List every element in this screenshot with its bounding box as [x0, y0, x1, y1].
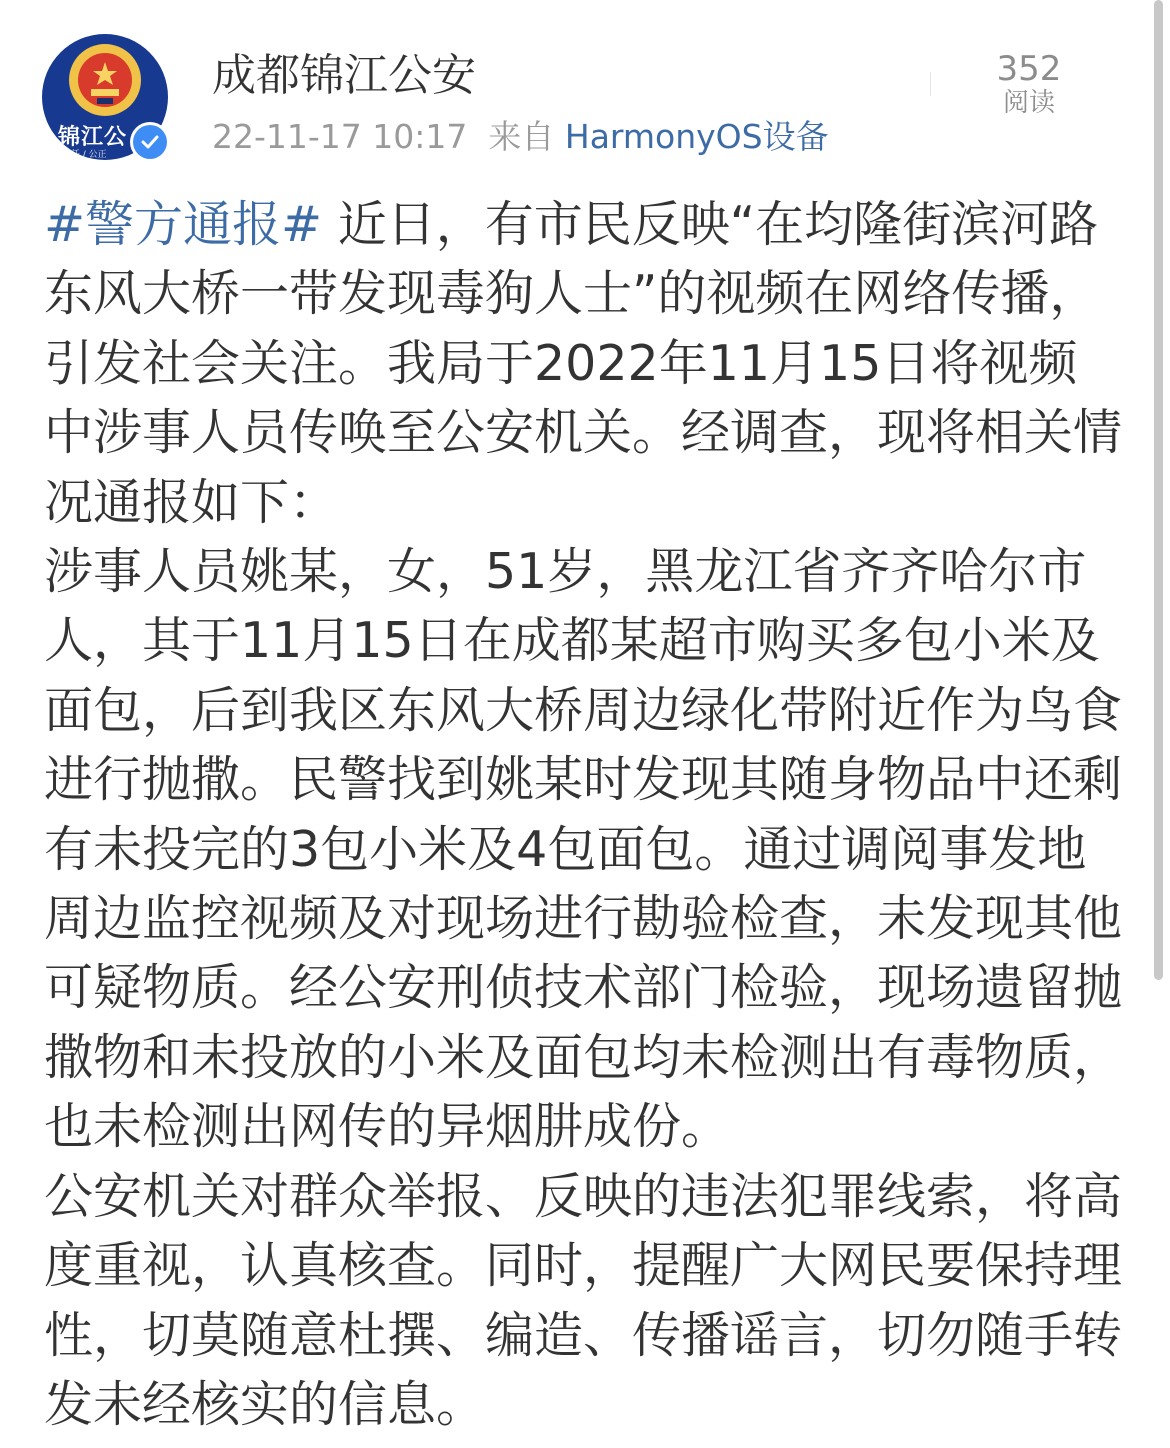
account-name[interactable]: 成都锦江公安	[212, 50, 476, 101]
avatar-caption: 锦江公	[58, 125, 128, 150]
view-count-label: 阅读	[1002, 88, 1055, 118]
post-body	[44, 190, 1124, 1439]
post-paragraph: 公安机关对群众举报、反映的违法犯罪线索，将高度重视，认真核查。同时，提醒广大网民要保持理性，切莫随意杜撰、编造、传播谣言，切勿随手转发未经核实的信息。	[44, 1167, 1123, 1433]
source-device-link[interactable]: HarmonyOS设备	[564, 117, 829, 156]
paragraph-text: 近日，有市民反映“在均隆街滨河路东风大桥一带发现毒狗人士”的视频在网络传播，引发社会关注。我局于2022年11月15日将视频中涉事人员传唤至公安机关。经调查，现将相关情况通报如下：	[44, 196, 1123, 531]
view-count	[960, 50, 1098, 118]
post-paragraph	[44, 190, 1124, 537]
avatar-motto: / 责任 / 公正	[56, 150, 107, 160]
post-timestamp: 22-11-17 10:17	[212, 117, 468, 156]
scrollbar[interactable]	[1154, 0, 1163, 980]
divider	[930, 72, 931, 96]
post-meta	[212, 117, 829, 157]
source-prefix: 来自	[488, 117, 555, 156]
post-paragraph: 涉事人员姚某，女，51岁，黑龙江省齐齐哈尔市人，其于11月15日在成都某超市购买多包小米及面包，后到我区东风大桥周边绿化带附近作为鸟食进行抛撒。民警找到姚某时发现其随身物品中还剩有未投完的3包小米及4包面包。通过调阅事发地周边监控视频及对现场进行勘验检查，未发现其他可疑物质。经公安刑侦技术部门检验，现场遗留抛撒物和未投放的小米及面包均未检测出有毒物质，也未检测出网传的异烟肼成份。	[44, 543, 1123, 1156]
police-emblem-icon	[64, 40, 146, 122]
view-count-number: 352	[996, 49, 1062, 89]
post-header	[0, 0, 1170, 170]
hashtag-link[interactable]: #警方通报#	[44, 196, 323, 253]
verified-badge-icon	[130, 122, 170, 162]
